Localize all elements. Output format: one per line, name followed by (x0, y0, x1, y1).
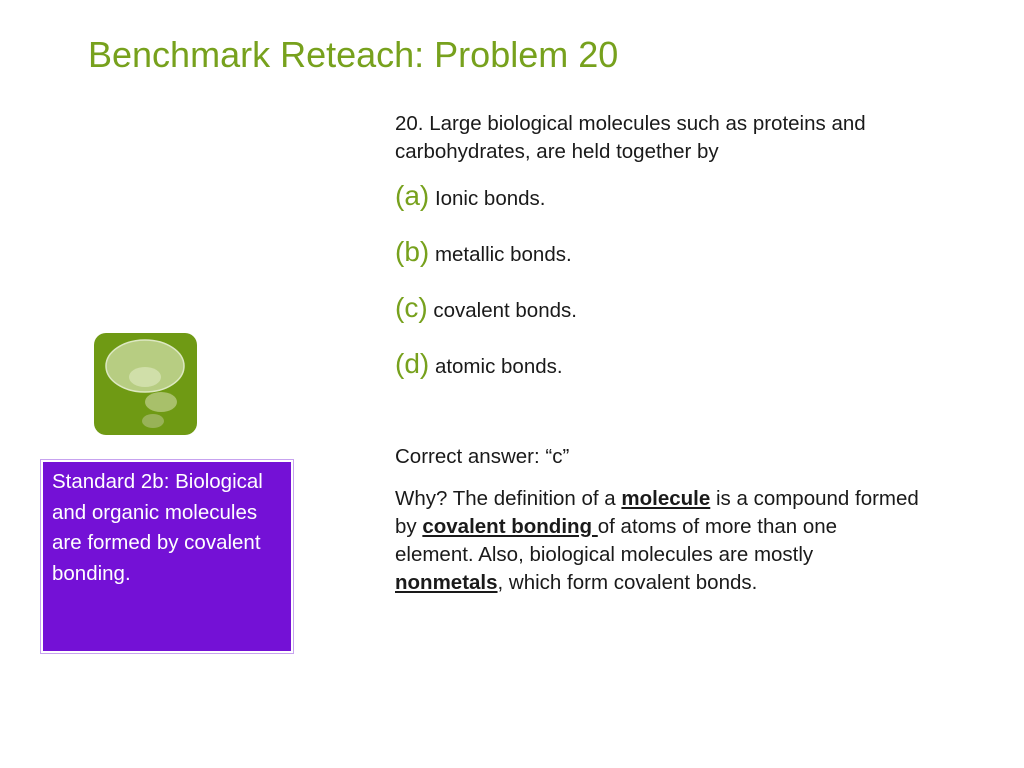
choice-a (395, 178, 935, 217)
explanation-text: Why? The definition of a (395, 487, 622, 510)
explanation (395, 485, 920, 597)
choice-text: Ionic bonds. (434, 187, 546, 210)
choice-b (395, 234, 935, 273)
standard-text: Standard 2b: Biological and organic molecules are formed by covalent bonding. (52, 470, 263, 585)
term-covalent-bonding: covalent bonding (422, 515, 598, 538)
correct-answer: Correct answer: “c” (395, 445, 570, 468)
thought-bubble-graphic (94, 333, 197, 435)
choice-text: metallic bonds. (434, 243, 572, 266)
explanation-text: of atoms of more than one element. Also, biological molecules are mostly (395, 515, 838, 566)
question-panel (395, 110, 935, 597)
term-molecule: molecule (621, 487, 711, 510)
choice-d (395, 346, 935, 385)
explanation-text: is a compound formed by (395, 487, 919, 538)
explanation-text: , which form covalent bonds. (497, 571, 758, 594)
question-text: 20. Large biological molecules such as proteins and carbohydrates, are held together by (395, 112, 866, 163)
choice-c (395, 290, 935, 329)
choice-letter: (d) (395, 348, 430, 379)
slide-title: Benchmark Reteach: Problem 20 (88, 34, 619, 75)
term-nonmetals: nonmetals (395, 571, 498, 594)
thought-bubble-icon (94, 333, 197, 435)
answer-choices (395, 178, 935, 385)
choice-letter: (b) (395, 236, 430, 267)
choice-text: atomic bonds. (434, 355, 563, 378)
choice-letter: (a) (395, 180, 430, 211)
choice-letter: (c) (395, 292, 428, 323)
choice-text: covalent bonds. (433, 299, 577, 322)
standard-box (41, 460, 293, 653)
